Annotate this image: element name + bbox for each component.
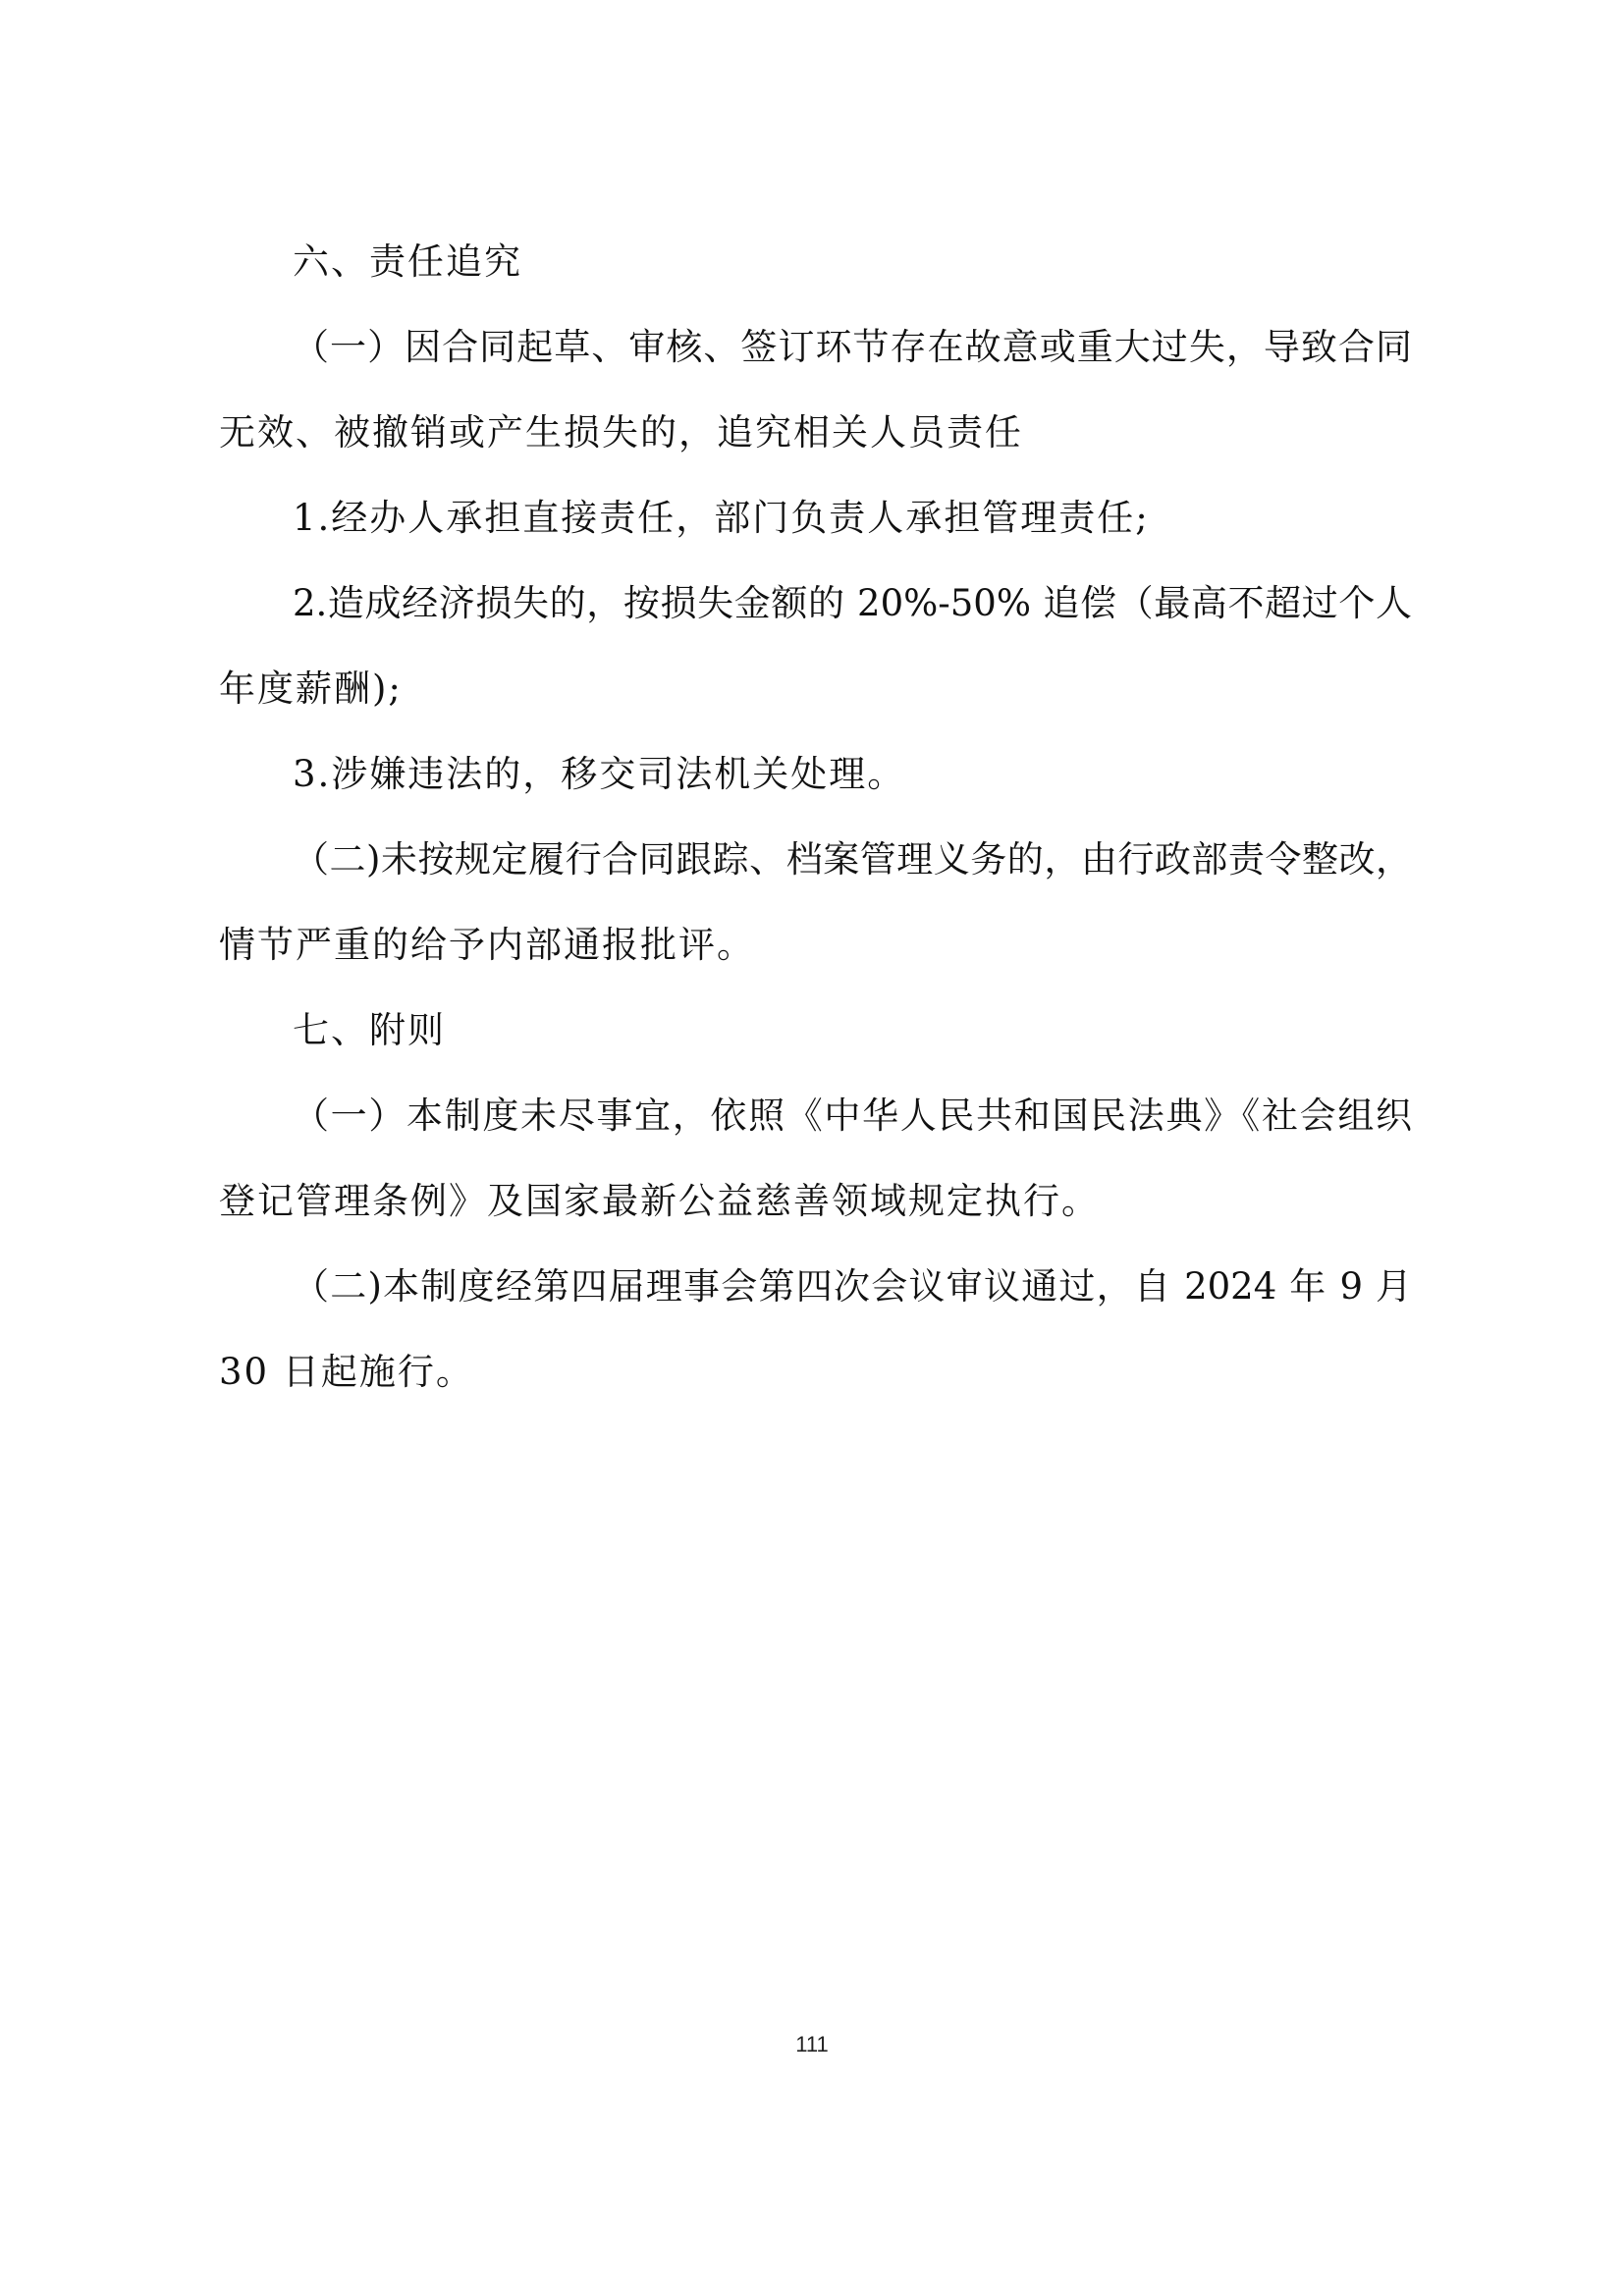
paragraph-line: （二)本制度经第四届理事会第四次会议审议通过，自 2024 年 9 月 <box>293 1265 1412 1308</box>
paragraph-line: （一）本制度未尽事宜，依照《中华人民共和国民法典》《社会组织 <box>293 1095 1412 1137</box>
list-item: 1.经办人承担直接责任，部门负责人承担管理责任; <box>293 497 1150 539</box>
paragraph-line: （二)未按规定履行合同跟踪、档案管理义务的，由行政部责令整改， <box>293 838 1412 881</box>
page-number: 111 <box>795 2032 829 2056</box>
paragraph-line: 情节严重的给予内部通报批评。 <box>219 924 755 966</box>
paragraph-line: 无效、被撤销或产生损失的，追究相关人员责任 <box>219 411 1023 454</box>
paragraph-line: 登记管理条例》及国家最新公益慈善领域规定执行。 <box>219 1180 1100 1222</box>
paragraph-line: 30 日起施行。 <box>219 1351 474 1393</box>
list-item: 3.涉嫌违法的，移交司法机关处理。 <box>293 753 906 795</box>
paragraph-line: 年度薪酬); <box>219 667 403 710</box>
paragraph-line: （一）因合同起草、审核、签订环节存在故意或重大过失，导致合同 <box>293 326 1412 368</box>
section-heading-supplementary: 七、附则 <box>293 1009 446 1051</box>
section-heading-liability: 六、责任追究 <box>293 240 522 283</box>
list-item: 2.造成经济损失的，按损失金额的 20%-50% 追偿（最高不超过个人 <box>293 582 1412 624</box>
